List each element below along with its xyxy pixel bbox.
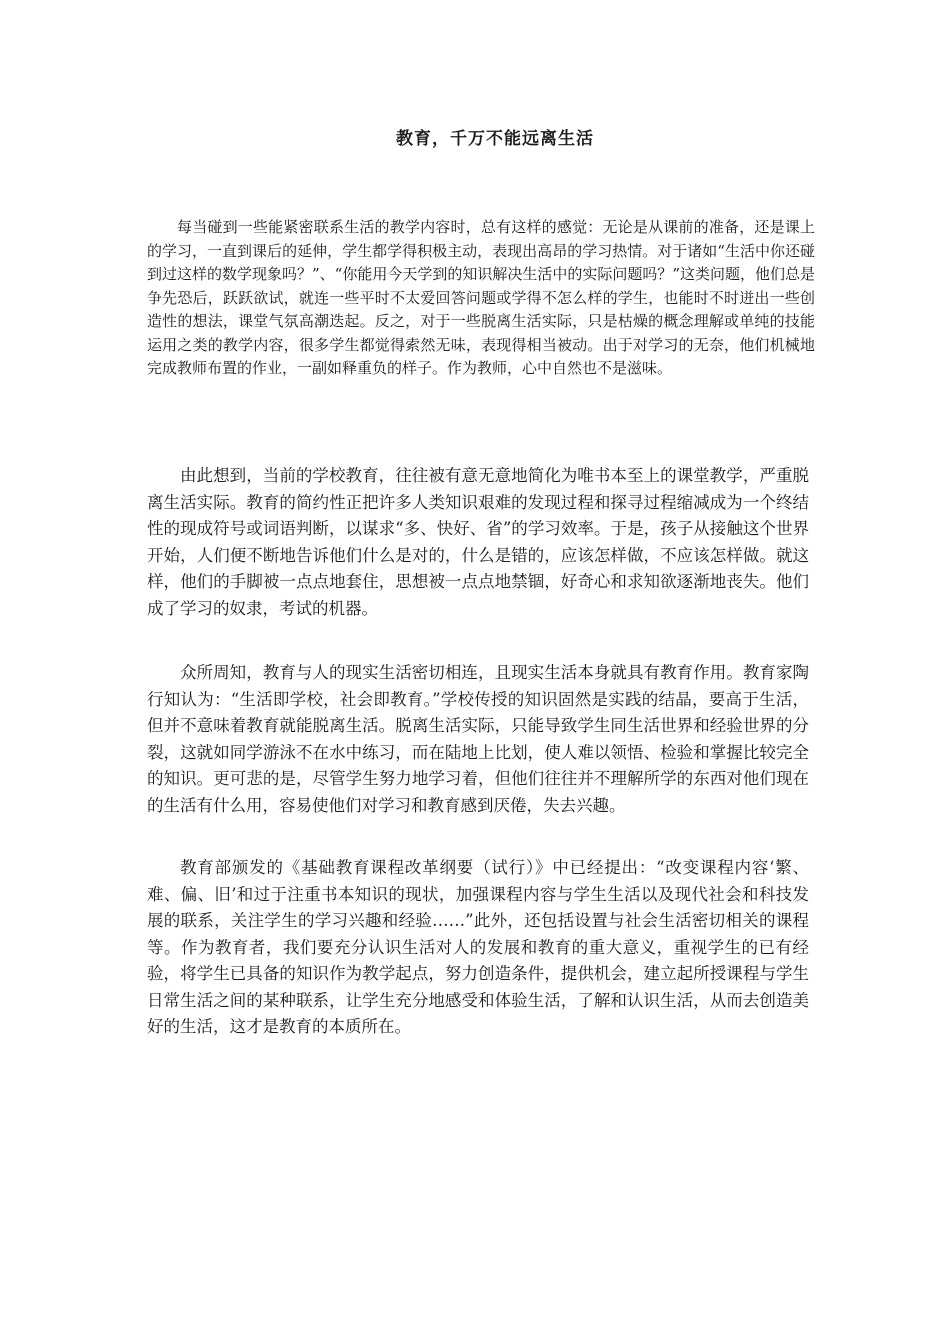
paragraph-4: 教育部颁发的《基础教育课程改革纲要（试行）》中已经提出：“改变课程内容‘繁、难、偏、旧’和过于注重书本知识的现状，加强课程内容与学生生活以及现代社会和科技发展的联系，关注学生的学习兴趣和经验……”此外，还包括设置与社会生活密切相关的课程等。作为教育者，我们要充分认识生活对人的发展和教育的重大意义，重视学生的已有经验，将学生已具备的知识作为教学起点，努力创造条件，提供机会，建立起所授课程与学生日常生活之间的某种联系，让学生充分地感受和体验生活，了解和认识生活，从而去创造美好的生活，这才是教育的本质所在。 xyxy=(147,858,809,1036)
paragraph-3: 众所周知，教育与人的现实生活密切相连，且现实生活本身就具有教育作用。教育家陶行知认为：“生活即学校，社会即教育。”学校传授的知识固然是实践的结晶，要高于生活，但并不意味着教育就能脱离生活。脱离生活实际，只能导致学生同生活世界和经验世界的分裂，这就如同学游泳不在水中练习，而在陆地上比划，使人难以领悟、检验和掌握比较完全的知识。更可悲的是，尽管学生努力地学习着，但他们往往并不理解所学的东西对他们现在的生活有什么用，容易使他们对学习和教育感到厌倦，失去兴趣。 xyxy=(147,663,809,815)
paragraph-2: 由此想到，当前的学校教育，往往被有意无意地简化为唯书本至上的课堂教学，严重脱离生活实际。教育的简约性正把许多人类知识艰难的发现过程和探寻过程缩减成为一个终结性的现成符号或词语判断，以谋求“多、快好、省”的学习效率。于是，孩子从接触这个世界开始，人们便不断地告诉他们什么是对的，什么是错的，应该怎样做，不应该怎样做。就这样，他们的手脚被一点点地套住，思想被一点点地禁锢，好奇心和求知欲逐渐地丧失。他们成了学习的奴隶，考试的机器。 xyxy=(147,466,809,618)
document-title: 教育，千万不能远离生活 xyxy=(396,129,594,149)
paragraph-1: 每当碰到一些能紧密联系生活的教学内容时，总有这样的感觉：无论是从课前的准备，还是课上的学习，一直到课后的延伸，学生都学得积极主动，表现出高昂的学习热情。对于诸如“生活中你还碰到过这样的数学现象吗？”、“你能用今天学到的知识解决生活中的实际问题吗？”这类问题，他们总是争先恐后，跃跃欲试，就连一些平时不太爱回答问题或学得不怎么样的学生，也能时不时迸出一些创造性的想法，课堂气氛高潮迭起。反之，对于一些脱离生活实际，只是枯燥的概念理解或单纯的技能运用之类的教学内容，很多学生都觉得索然无味，表现得相当被动。出于对学习的无奈，他们机械地完成教师布置的作业，一副如释重负的样子。作为教师，心中自然也不是滋味。 xyxy=(147,218,816,377)
